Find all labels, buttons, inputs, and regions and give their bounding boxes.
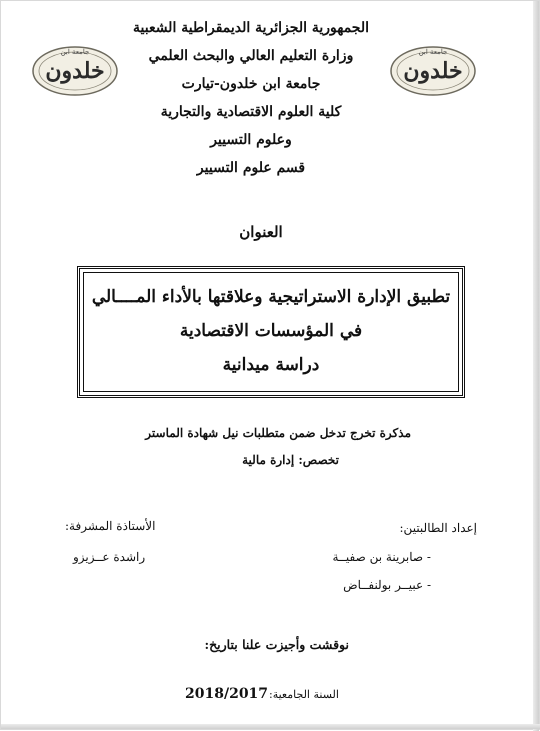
title-line-2: في المؤسسات الاقتصادية bbox=[179, 321, 363, 341]
page-edge-right bbox=[533, 1, 539, 731]
students-label: إعداد الطالبتين: bbox=[399, 521, 477, 535]
supervisor-label: الأستاذة المشرفة: bbox=[65, 519, 156, 533]
defense-line: نوقشت وأجيزت علنا بتاريخ: bbox=[204, 637, 349, 652]
supervisor-name: راشدة عــزيزو bbox=[73, 550, 146, 564]
faculty-line-2: وعلوم التسيير bbox=[210, 132, 292, 148]
logo-name: خلدون bbox=[403, 58, 463, 84]
thesis-specialty: تخصص: إدارة مالية bbox=[242, 453, 339, 467]
title-line-3: دراسة ميدانية bbox=[222, 355, 320, 375]
logo-top-text: جامعة ابن bbox=[418, 48, 448, 56]
page-edge-bottom bbox=[1, 724, 540, 729]
thesis-description: مذكرة تخرج تدخل ضمن متطلبات نيل شهادة الماستر bbox=[145, 426, 411, 440]
section-label: العنوان bbox=[239, 223, 283, 241]
university-logo-right bbox=[389, 45, 477, 97]
university-logo-left bbox=[31, 45, 119, 97]
title-line-1: تطبيق الإدارة الاستراتيجية وعلاقتها بالأداء المــــالي bbox=[91, 287, 451, 307]
title-box bbox=[77, 266, 465, 398]
student-name-2: - عبيــر بولنفــاض bbox=[343, 578, 431, 592]
academic-year-label: السنة الجامعية: bbox=[269, 688, 339, 701]
academic-year-value: 2018/2017 bbox=[185, 686, 269, 702]
ministry-line: وزارة التعليم العالي والبحث العلمي bbox=[148, 48, 354, 64]
logo-top-text: جامعة ابن bbox=[60, 48, 90, 56]
faculty-line-1: كلية العلوم الاقتصادية والتجارية bbox=[160, 104, 342, 120]
department-line: قسم علوم التسيير bbox=[196, 160, 306, 176]
student-name-1: - صابرينة بن صفيــة bbox=[332, 550, 431, 564]
republic-line: الجمهورية الجزائرية الديمقراطية الشعبية bbox=[132, 20, 369, 36]
logo-name: خلدون bbox=[45, 58, 105, 84]
university-line: جامعة ابن خلدون-تيارت bbox=[181, 76, 321, 92]
